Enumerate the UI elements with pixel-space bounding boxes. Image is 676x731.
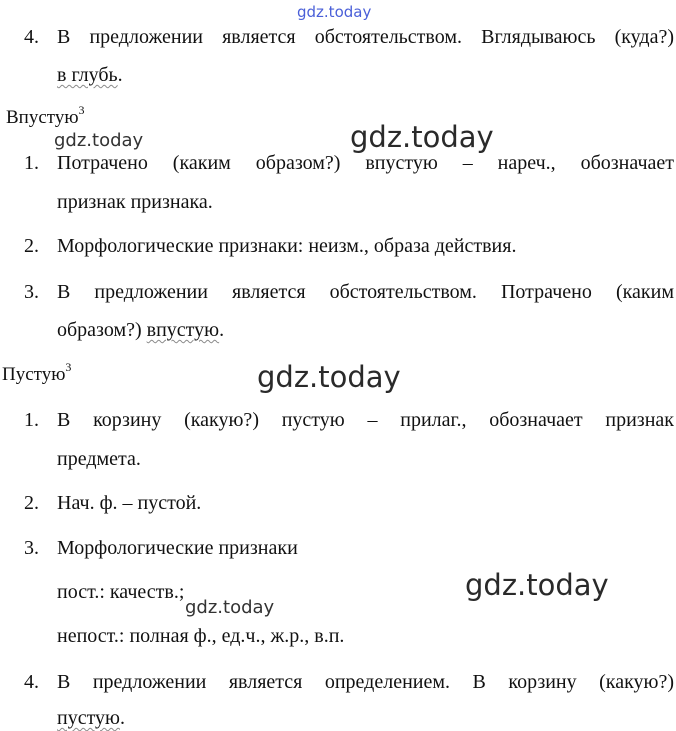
item-text-line: В предложении является обстоятельством. Вглядываюсь (куда?) [57, 26, 674, 48]
watermark-center-1: gdz.today [350, 120, 494, 154]
item-number: 1. [24, 409, 39, 431]
heading-word: Пустую [2, 364, 66, 385]
item-number: 4. [24, 26, 39, 48]
item-text-line: Морфологические признаки [57, 537, 298, 559]
item-subline: непост.: полная ф., ед.ч., ж.р., в.п. [57, 625, 345, 647]
item-number: 3. [24, 537, 39, 559]
section-heading [2, 360, 72, 387]
watermark-top: gdz.today [297, 3, 372, 21]
item-text-line: признак признака. [57, 191, 213, 213]
heading-superscript: 3 [78, 103, 85, 117]
heading-superscript: 3 [65, 360, 72, 374]
item-number: 3. [24, 281, 39, 303]
item-text-line [57, 318, 224, 342]
highlighted-word: впустую [146, 319, 220, 341]
highlighted-word: пустую [57, 707, 120, 729]
punctuation: . [117, 64, 123, 86]
item-subline: пост.: качеств.; [57, 581, 185, 603]
watermark-center-2: gdz.today [257, 360, 401, 394]
punctuation: . [120, 707, 125, 729]
watermark-small-bottom: gdz.today [185, 597, 275, 618]
item-text-line [57, 706, 125, 730]
item-number: 4. [24, 671, 39, 693]
watermark-right: gdz.today [465, 568, 609, 602]
section-heading [6, 103, 85, 130]
item-text-line [57, 63, 123, 87]
item-text-line: Нач. ф. – пустой. [57, 492, 202, 514]
item-text-line: В предложении является определением. В корзину (какую?) [57, 671, 674, 693]
watermark-left: gdz.today [54, 130, 144, 151]
heading-word: Впустую [6, 107, 79, 128]
highlighted-word: в глубь [57, 64, 118, 86]
item-text-line: В корзину (какую?) пустую – прилаг., обозначает признак [57, 409, 674, 431]
item-text-line: предмета. [57, 448, 141, 470]
item-number: 1. [24, 152, 39, 174]
item-text-line: В предложении является обстоятельством. Потрачено (каким [57, 281, 674, 303]
punctuation: . [219, 319, 225, 341]
item-text-line: Морфологические признаки: неизм., образа действия. [57, 235, 517, 257]
text-fragment: образом?) [57, 319, 147, 341]
item-number: 2. [24, 492, 39, 514]
item-number: 2. [24, 235, 39, 257]
item-text-line: Потрачено (каким образом?) впустую – нареч., обозначает [57, 152, 674, 174]
